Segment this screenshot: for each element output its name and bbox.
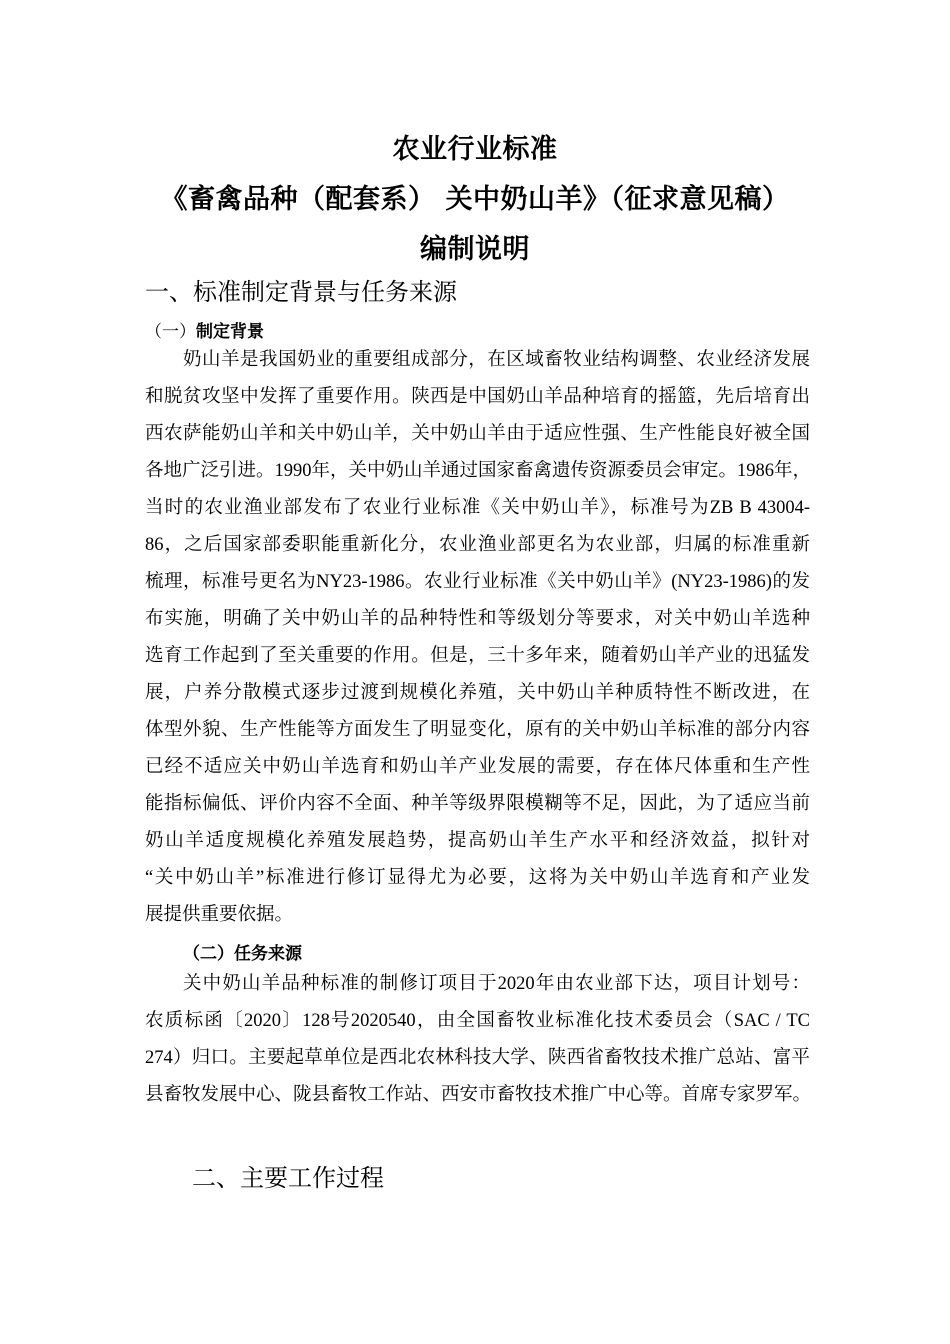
paragraph-1-line: 展，户养分散模式逐步过渡到规模化养殖，关中奶山羊种质特性不断改进，在	[145, 683, 810, 703]
document-title-line-2: 《畜禽品种（配套系） 关中奶山羊》（征求意见稿）	[160, 184, 790, 215]
section-2-heading: 二、主要工作过程	[192, 1164, 384, 1192]
paragraph-1-line: 选育工作起到了至关重要的作用。但是，三十多年来，随着奶山羊产业的迅猛发	[145, 646, 810, 666]
paragraph-1-line: 已经不适应关中奶山羊选育和奶山羊产业发展的需要，存在体尺体重和生产性	[145, 757, 810, 777]
paragraph-1-line: 西农萨能奶山羊和关中奶山羊，关中奶山羊由于适应性强、生产性能良好被全国	[145, 424, 810, 444]
paragraph-1-line: 展提供重要依据。	[145, 905, 294, 925]
subsection-2-heading	[183, 942, 302, 966]
document-title-line-3: 编制说明	[420, 234, 530, 265]
paragraph-1-line: 能指标偏低、评价内容不全面、种羊等级界限模糊等不足，因此，为了适应当前	[145, 794, 810, 814]
subsection-1-prefix: （一）	[145, 322, 196, 342]
paragraph-1-line: 各地广泛引进。1990年，关中奶山羊通过国家畜禽遗传资源委员会审定。1986年，	[145, 461, 812, 481]
paragraph-1-line: 和脱贫攻坚中发挥了重要作用。陕西是中国奶山羊品种培育的摇篮，先后培育出	[145, 387, 810, 407]
document-title-line-1: 农业行业标准	[392, 134, 558, 165]
paragraph-1-line: 86，之后国家部委职能重新化分，农业渔业部更名为农业部，归属的标准重新	[145, 535, 810, 555]
paragraph-1-line: “关中奶山羊”标准进行修订显得尤为必要，这将为关中奶山羊选育和产业发	[145, 868, 810, 888]
paragraph-1-line: 体型外貌、生产性能等方面发生了明显变化，原有的关中奶山羊标准的部分内容	[145, 720, 810, 740]
subsection-2-title: （二）任务来源	[183, 944, 302, 964]
subsection-1-title: 制定背景	[196, 322, 264, 342]
paragraph-1-line: 梳理，标准号更名为NY23-1986。农业行业标准《关中奶山羊》(NY23-1986)的发	[145, 572, 810, 592]
subsection-1-heading	[145, 320, 264, 344]
paragraph-1-line: 布实施，明确了关中奶山羊的品种特性和等级划分等要求，对关中奶山羊选种	[145, 609, 810, 629]
paragraph-1-line: 当时的农业渔业部发布了农业行业标准《关中奶山羊》，标准号为ZB B 43004-	[145, 498, 810, 518]
paragraph-2-line: 274）归口。主要起草单位是西北农林科技大学、陕西省畜牧技术推广总站、富平	[145, 1048, 810, 1068]
paragraph-1-line: 奶山羊是我国奶业的重要组成部分，在区域畜牧业结构调整、农业经济发展	[183, 350, 810, 370]
paragraph-2-line: 县畜牧发展中心、陇县畜牧工作站、西安市畜牧技术推广中心等。首席专家罗军。	[145, 1085, 812, 1105]
paragraph-1-line: 奶山羊适度规模化养殖发展趋势，提高奶山羊生产水平和经济效益，拟针对	[145, 831, 810, 851]
paragraph-2-line: 关中奶山羊品种标准的制修订项目于2020年由农业部下达，项目计划号：	[183, 974, 810, 994]
section-1-heading: 一、标准制定背景与任务来源	[145, 278, 457, 306]
paragraph-2-line: 农质标函〔2020〕128号2020540，由全国畜牧业标准化技术委员会（SAC / TC	[145, 1011, 810, 1031]
